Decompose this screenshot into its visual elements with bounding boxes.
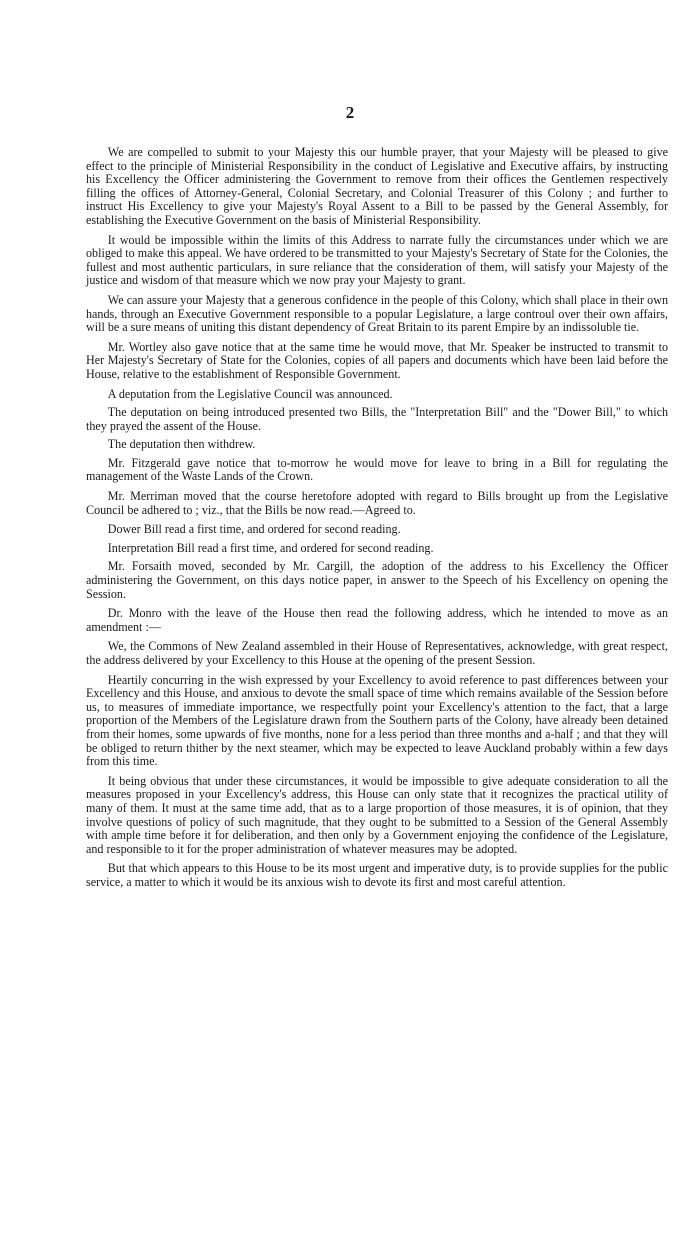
paragraph-impossible-to-narrate: It would be impossible within the limits of this Address to narrate fully the circumstances under which we are obliged to make this appeal. We have ordered to be transmitted to your Majesty's Secretary of State for the Colonies, the fullest and most authentic particulars, in sure reliance that the consideration of them, will satisfy your Majesty of the justice and wisdom of that measure which we now pray your Majesty to grant. [86, 232, 668, 288]
paragraph-wortley-notice: Mr. Wortley also gave notice that at the same time he would move, that Mr. Speaker be instructed to transmit to Her Majesty's Secretary of State for the Colonies, copies of all papers and documents which have been laid before the House, relative to the establishment of Responsible Government. [86, 339, 668, 381]
paragraph-fitzgerald-notice: Mr. Fitzgerald gave notice that to-morrow he would move for leave to bring in a Bill for regulating the management of the Waste Lands of the Crown. [86, 455, 668, 484]
paragraph-prayer: We are compelled to submit to your Majesty this our humble prayer, that your Majesty will be pleased to give effect to the principle of Ministerial Responsibility in the conduct of Legislative and Executive affairs, by instructing his Excellency the Officer administering the Government to remove from their offices the Gentlemen respectively filling the offices of Attorney-General, Colonial Secretary, and Colonial Treasurer of this Colony ; and further to instruct His Excellency to give your Majesty's Royal Assent to a Bill to be passed by the General Assembly, for establishing the Executive Government on the basis of Ministerial Responsibility. [86, 145, 668, 227]
paragraph-dower-bill: Dower Bill read a first time, and ordered for second reading. [107, 522, 401, 537]
paragraph-interpretation-bill: Interpretation Bill read a first time, and ordered for second reading. [107, 540, 434, 555]
paragraph-it-being-obvious: It being obvious that under these circumstances, it would be impossible to give adequate consideration to all the measures proposed in your Excellency's address, this House can only state that it recognizes the practical utility of many of them. It must at the same time add, that as to a large proportion of those measures, it is of opinion, that they involve questions of policy of such magnitude, that they ought to be submitted to a Session of the General Assembly with ample time before it for deliberation, and then only by a Government enjoying the confidence of the Legislature, and responsible to it for the proper administration of whatever measures may be adopted. [86, 773, 668, 856]
paragraph-merriman-motion: Mr. Merriman moved that the course heretofore adopted with regard to Bills brought up from the Legislative Council be adhered to ; viz., that the Bills be now read.—Agreed to. [86, 489, 668, 517]
page-number: 2 [345, 103, 355, 122]
document-body [86, 146, 668, 896]
paragraph-urgent-duty: But that which appears to this House to be its most urgent and imperative duty, is to provide supplies for the public service, a matter to which it would be its anxious wish to devote its first and most careful attention. [86, 861, 668, 889]
paragraph-monro-amendment: Dr. Monro with the leave of the House then read the following address, which he intended to move as an amendment :— [86, 606, 668, 634]
paragraph-deputation-announced: A deputation from the Legislative Council was announced. [107, 386, 393, 401]
paragraph-generous-confidence: We can assure your Majesty that a generous confidence in the people of this Colony, which shall place in their own hands, through an Executive Government responsible to a popular Legislature, a large controul over their own affairs, will be a sure means of uniting this distant dependency of Great Britain to its parent Empire by an indissoluble tie. [86, 292, 668, 335]
paragraph-forsaith-motion: Mr. Forsaith moved, seconded by Mr. Cargill, the adoption of the address to his Excellency the Officer administering the Government, on this days notice paper, in answer to the Speech of his Excellency on opening the Session. [86, 559, 668, 601]
paragraph-deputation-withdrew: The deputation then withdrew. [107, 437, 256, 452]
paragraph-heartily-concurring: Heartily concurring in the wish expressed by your Excellency to avoid reference to past differences between your Excellency and this House, and anxious to devote the small space of time which remains available of the Session before us, to measures of immediate importance, we respectfully point your Excellency's attention to the fact, that a large proportion of the Members of the Legislature drawn from the Southern parts of the Colony, have already been detained from their homes, some upwards of five months, none for a less period than three months and a-half ; and that they will be obliged to return thither by the next steamer, which may be expected to leave Auckland probably within a few days from this time. [86, 672, 668, 769]
paragraph-deputation-bills: The deputation on being introduced presented two Bills, the "Interpretation Bill" and the "Dower Bill," to which they prayed the assent of the House. [86, 405, 668, 433]
paragraph-commons-acknowledge: We, the Commons of New Zealand assembled in their House of Representatives, acknowledge, with great respect, the address delivered by your Excellency to this House at the opening of the present Session. [86, 639, 668, 667]
